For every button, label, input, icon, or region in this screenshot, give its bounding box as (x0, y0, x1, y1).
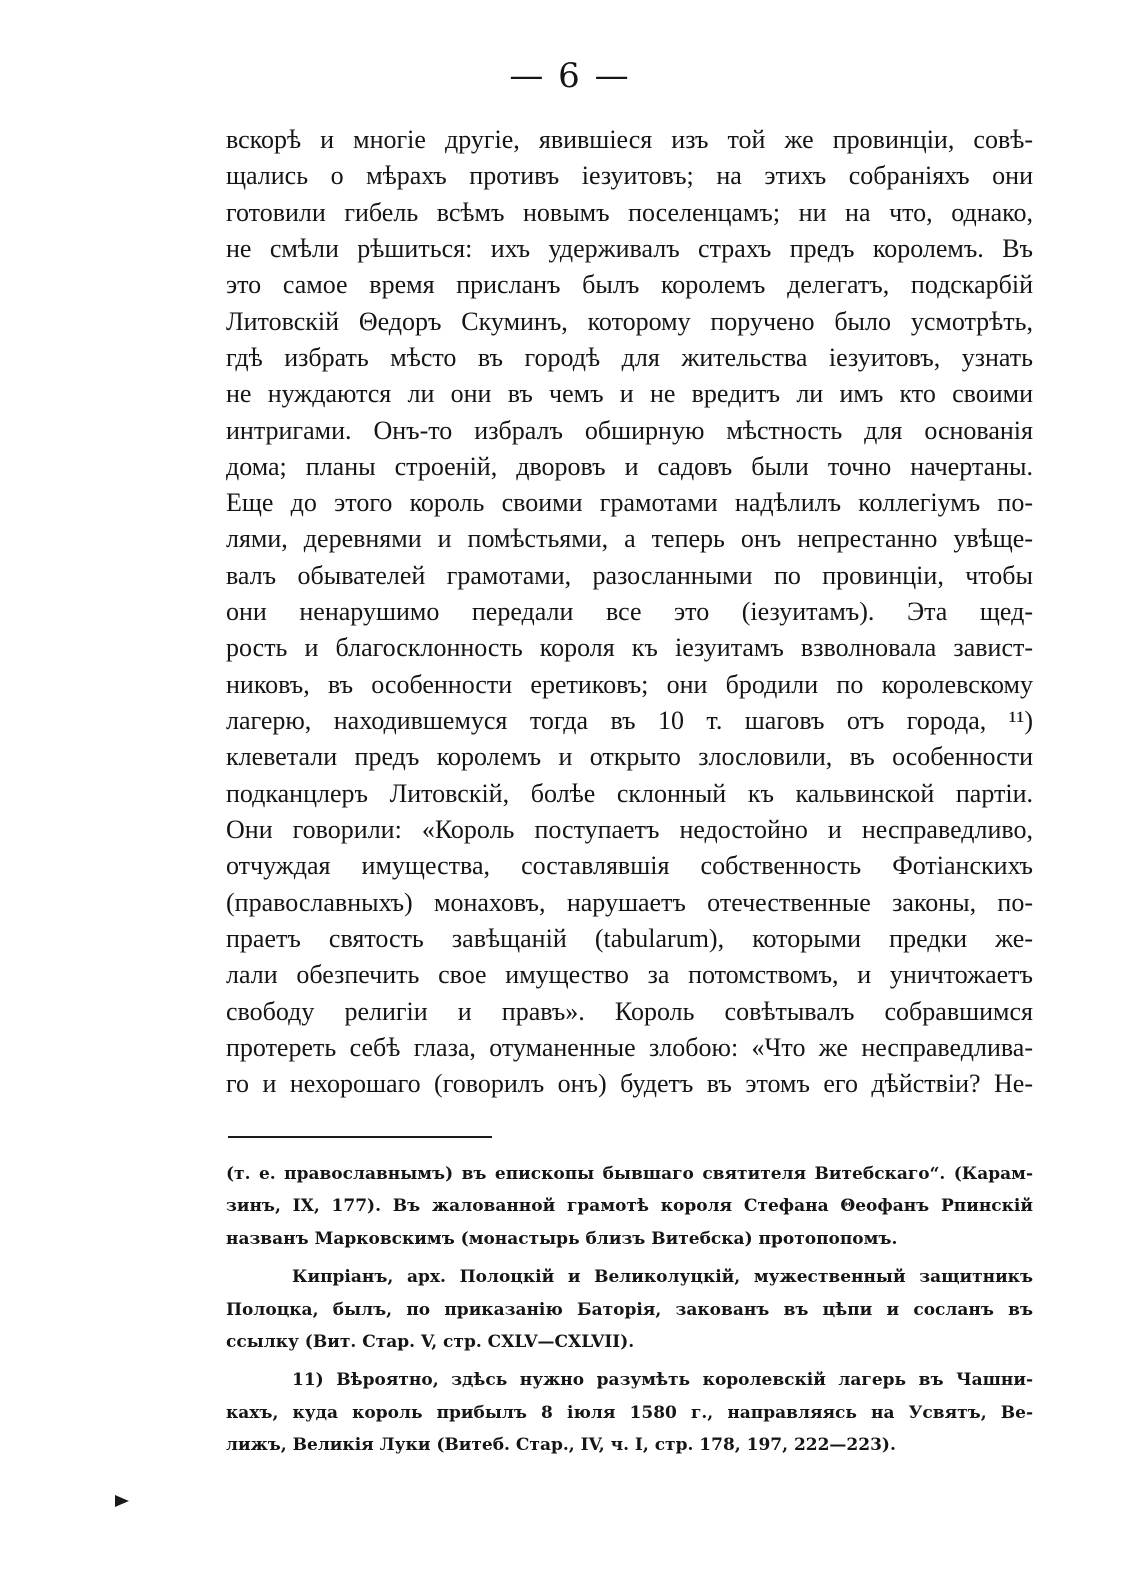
footnote (226, 1261, 1033, 1358)
text-line: отчуждая имущества, составлявшія собственность Фотіанскихъ (226, 851, 1033, 881)
page-number: — 6 — (509, 56, 631, 96)
footnote (226, 1364, 1033, 1461)
text-line: не смѣли рѣшиться: ихъ удерживалъ страхъ предъ королемъ. Въ (226, 233, 1033, 263)
footnote-line: Кипріанъ, арх. Полоцкій и Великолуцкій, мужественный защитникъ (292, 1267, 1033, 1288)
text-line: (православныхъ) монаховъ, нарушаетъ отечественные законы, по- (226, 887, 1033, 917)
footnote-line: Полоцка, былъ, по приказанію Баторія, закованъ въ цѣпи и сосланъ въ (226, 1299, 1033, 1320)
text-line: протереть себѣ глаза, отуманенные злобою: «Что же несправедлива- (226, 1032, 1033, 1062)
footnote-line: кахъ, куда король прибылъ 8 іюля 1580 г., направляясь на Усвятъ, Ве- (226, 1402, 1033, 1423)
footnote (226, 1158, 1033, 1255)
text-line: валъ обывателей грамотами, разосланными по провинціи, чтобы (226, 560, 1033, 590)
text-line: Еще до этого король своими грамотами надѣлилъ коллегіумъ по- (226, 488, 1033, 518)
text-line: никовъ, въ особенности еретиковъ; они бродили по королевскому (226, 669, 1033, 699)
page-corner-mark (115, 1495, 129, 1507)
text-line: подканцлеръ Литовскій, болѣе склонный къ кальвинской партіи. (226, 778, 1033, 808)
text-line: готовили гибель всѣмъ новымъ поселенцамъ; ни на что, однако, (226, 197, 1033, 227)
text-line: это самое время присланъ былъ королемъ делегатъ, подскарбій (226, 270, 1033, 300)
text-line: они ненарушимо передали все это (іезуитамъ). Эта щед- (226, 597, 1033, 627)
text-line: не нуждаются ли они въ чемъ и не вредитъ ли имъ кто своими (226, 379, 1033, 409)
text-line: клеветали предъ королемъ и открыто злословили, въ особенности (226, 742, 1033, 772)
footnotes (226, 1158, 1033, 1462)
text-line: дома; планы строеній, дворовъ и садовъ были точно начертаны. (226, 451, 1033, 481)
footnote-line: названъ Марковскимъ (монастырь близъ Витебска) протопопомъ. (226, 1228, 898, 1249)
footnote-line: зинъ, IX, 177). Въ жалованной грамотѣ короля Стефана Θеофанъ Рпинскій (226, 1196, 1033, 1217)
text-line: го и нехорошаго (говорилъ онъ) будетъ въ этомъ его дѣйствіи? Не- (226, 1069, 1033, 1099)
text-line: рость и благосклонность короля къ іезуитамъ взволновала завист- (226, 633, 1033, 663)
text-line: вскорѣ и многіе другіе, явившіеся изъ той же провинціи, совѣ- (226, 125, 1033, 154)
text-line: гдѣ избрать мѣсто въ городѣ для жительства іезуитовъ, узнать (226, 342, 1033, 372)
footnote-line: 11) Вѣроятно, здѣсь нужно разумѣть королевскій лагерь въ Чашни- (292, 1370, 1033, 1391)
footnote-line: ссылку (Вит. Стар. V, стр. CXLV—CXLVII). (226, 1331, 635, 1352)
footnote-line: (т. е. православнымъ) въ епископы бывшаго святителя Витебскаго“. (Карам- (226, 1164, 1033, 1184)
footnote-line: лижъ, Великія Луки (Витеб. Стар., IV, ч. I, стр. 178, 197, 222—223). (226, 1435, 896, 1456)
text-line: лями, деревнями и помѣстьями, а теперь онъ непрестанно увѣще- (226, 524, 1033, 554)
text-line: интригами. Онъ-то избралъ обширную мѣстность для основанія (226, 415, 1033, 445)
text-line: праетъ святость завѣщаній (tabularum), которыми предки же- (226, 923, 1033, 953)
text-line: Литовскій Θедоръ Скуминъ, которому поручено было усмотрѣть, (226, 306, 1033, 336)
footnote-separator (228, 1136, 492, 1138)
text-line: Они говорили: «Король поступаетъ недостойно и несправедливо, (226, 814, 1033, 844)
text-line: свободу религіи и правъ». Король совѣтывалъ собравшимся (226, 996, 1033, 1026)
text-line: лали обезпечить свое имущество за потомствомъ, и уничтожаетъ (226, 960, 1033, 990)
text-line: щались о мѣрахъ противъ іезуитовъ; на этихъ собраніяхъ они (226, 161, 1033, 191)
main-text (226, 122, 1033, 1102)
text-line: лагерю, находившемуся тогда въ 10 т. шаговъ отъ города, ¹¹) (226, 706, 1033, 735)
